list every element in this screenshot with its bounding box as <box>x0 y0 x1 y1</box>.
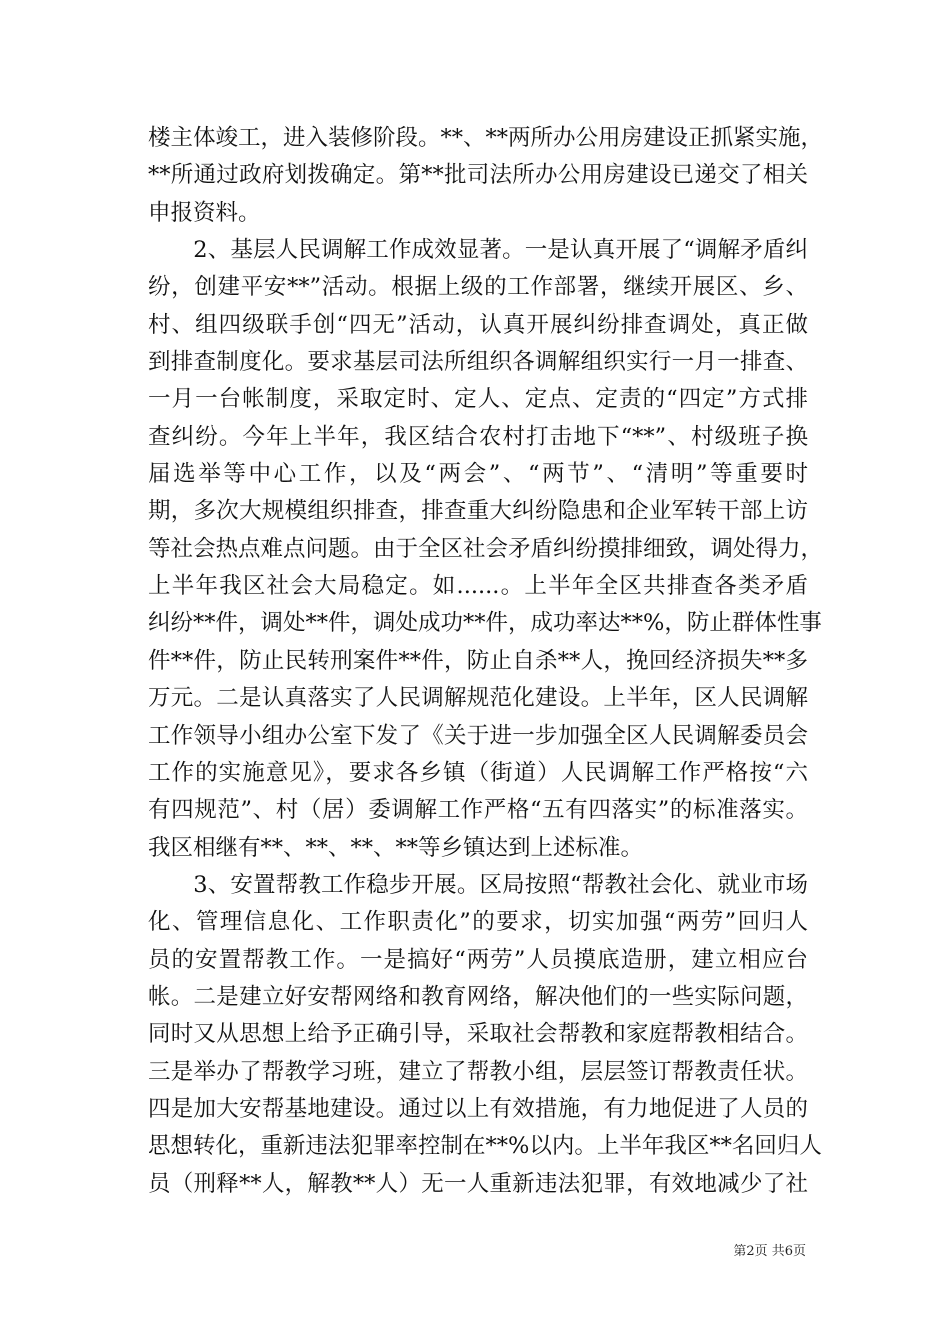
text-line: 万元。二是认真落实了人民调解规范化建设。上半年，区人民调解 <box>148 685 808 712</box>
text-line: 纷，创建平安**”活动。根据上级的工作部署，继续开展区、乡、 <box>148 274 808 301</box>
text-line: 工作领导小组办公室下发了《关于进一步加强全区人民调解委员会 <box>148 722 808 749</box>
document-body <box>148 120 824 1203</box>
text-line: 申报资料。 <box>148 199 261 226</box>
text-line: 到排查制度化。要求基层司法所组织各调解组织实行一月一排查、 <box>148 349 808 376</box>
text-line: 查纠纷。今年上半年，我区结合农村打击地下“**”、村级班子换 <box>148 423 808 450</box>
text-line: 期，多次大规模组织排查，排查重大纠纷隐患和企业军转干部上访 <box>148 498 808 525</box>
text-line: 楼主体竣工，进入装修阶段。**、**两所办公用房建设正抓紧实施， <box>148 125 824 151</box>
text-line: 3、安置帮教工作稳步开展。区局按照“帮教社会化、就业市场 <box>148 871 808 898</box>
text-line: 有四规范”、村（居）委调解工作严格“五有四落实”的标准落实。 <box>148 797 808 824</box>
text-line: 纠纷**件，调处**件，调处成功**件，成功率达**%，防止群体性事 <box>148 610 822 637</box>
text-line: 2、基层人民调解工作成效显著。一是认真开展了“调解矛盾纠 <box>148 237 808 264</box>
text-line: 等社会热点难点问题。由于全区社会矛盾纠纷摸排细致，调处得力， <box>148 535 824 562</box>
text-line: 员（刑释**人，解教**人）无一人重新违法犯罪，有效地减少了社 <box>148 1170 808 1197</box>
text-line: 件**件，防止民转刑案件**件，防止自杀**人，挽回经济损失**多 <box>148 647 808 674</box>
text-line: 上半年我区社会大局稳定。如......。上半年全区共排查各类矛盾 <box>148 573 808 600</box>
text-line: 工作的实施意见》，要求各乡镇（街道）人民调解工作严格按“六 <box>148 759 808 786</box>
text-line: 四是加大安帮基地建设。通过以上有效措施，有力地促进了人员的 <box>148 1095 808 1122</box>
text-line: 同时又从思想上给予正确引导，采取社会帮教和家庭帮教相结合。 <box>148 1021 808 1048</box>
text-line: 我区相继有**、**、**、**等乡镇达到上述标准。 <box>148 834 644 861</box>
text-line: **所通过政府划拨确定。第**批司法所办公用房建设已递交了相关 <box>148 162 808 189</box>
text-line: 思想转化，重新违法犯罪率控制在**%以内。上半年我区**名回归人 <box>148 1133 822 1160</box>
text-line: 村、组四级联手创“四无”活动，认真开展纠纷排查调处，真正做 <box>148 311 808 338</box>
page-number: 第2页 共6页 <box>733 1244 806 1259</box>
text-line: 化、管理信息化、工作职责化”的要求，切实加强“两劳”回归人 <box>148 909 808 936</box>
text-line: 三是举办了帮教学习班，建立了帮教小组，层层签订帮教责任状。 <box>148 1058 808 1085</box>
text-line: 届选举等中心工作，以及“两会”、“两节”、“清明”等重要时 <box>148 461 808 488</box>
text-line: 员的安置帮教工作。一是搞好“两劳”人员摸底造册，建立相应台 <box>148 946 808 973</box>
text-line: 一月一台帐制度，采取定时、定人、定点、定责的“四定”方式排 <box>148 386 808 413</box>
text-line: 帐。二是建立好安帮网络和教育网络，解决他们的一些实际问题， <box>148 983 808 1010</box>
